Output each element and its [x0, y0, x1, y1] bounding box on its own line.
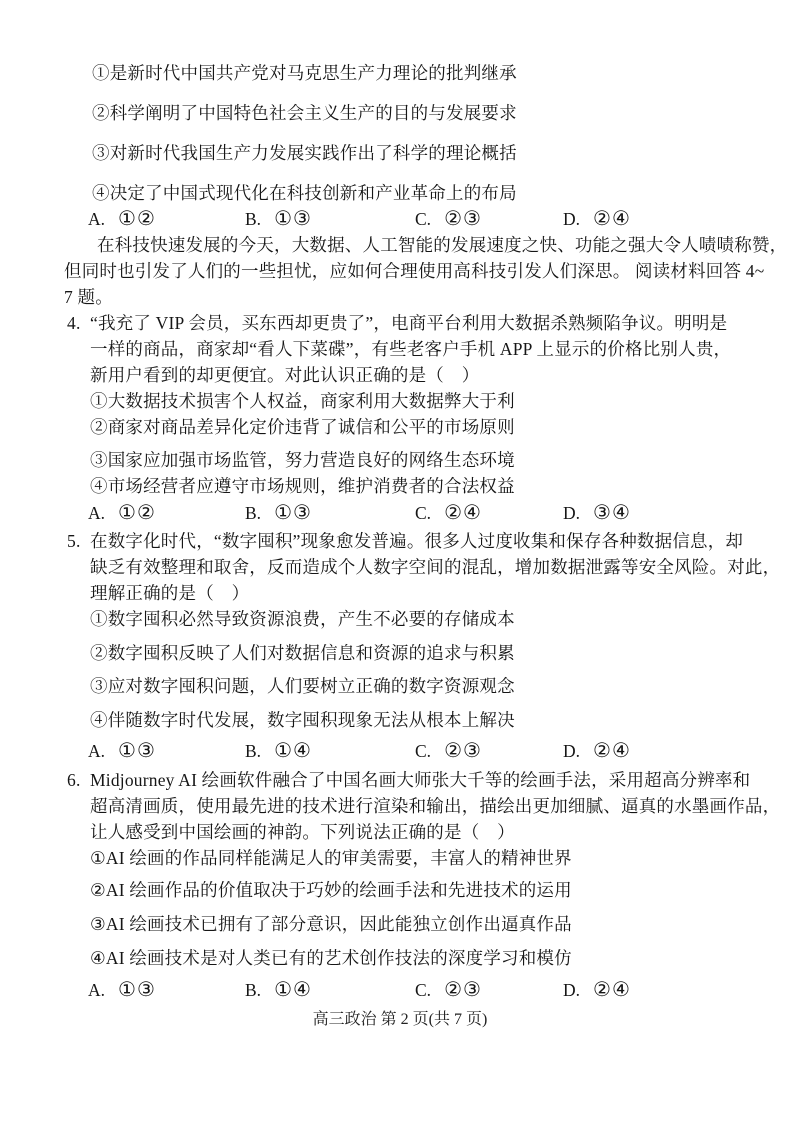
answer-choice-d: [563, 977, 631, 1003]
option-line: ②数字囤积反映了人们对数据信息和资源的追求与积累: [90, 643, 515, 663]
answer-value: ②③: [444, 979, 482, 1001]
question-number: 4.: [67, 313, 81, 333]
answer-label: C.: [415, 980, 432, 1000]
answer-row: [0, 500, 800, 526]
question-stem-line: 超高清画质，使用最先进的技术进行渲染和输出，描绘出更加细腻、逼真的水墨画作品，: [90, 796, 781, 816]
answer-label: B.: [245, 503, 262, 523]
answer-label: A.: [88, 980, 106, 1000]
answer-choice-d: [563, 738, 631, 764]
question-stem-line: 理解正确的是（ ）: [90, 583, 250, 603]
answer-choice-b: [245, 738, 415, 764]
answer-value: ②④: [593, 740, 631, 762]
option-line: ③国家应加强市场监管，努力营造良好的网络生态环境: [90, 450, 515, 470]
answer-label: C.: [415, 209, 432, 229]
answer-label: D.: [563, 503, 581, 523]
option-line: ④伴随数字时代发展，数字囤积现象无法从根本上解决: [90, 710, 515, 730]
option-line: ③应对数字囤积问题，人们要树立正确的数字资源观念: [90, 676, 515, 696]
answer-label: D.: [563, 209, 581, 229]
answer-value: ②④: [593, 208, 631, 230]
answer-label: A.: [88, 741, 106, 761]
intro-paragraph-line: 7 题。: [64, 287, 113, 307]
answer-value: ①③: [274, 502, 312, 524]
answer-row: [0, 977, 800, 1003]
option-line: ①大数据技术损害个人权益，商家利用大数据弊大于利: [90, 391, 515, 411]
answer-value: ②③: [444, 208, 482, 230]
question-stem-line: 一样的商品，商家却“看人下菜碟”，有些老客户手机 APP 上显示的价格比别人贵，: [90, 339, 732, 359]
question-stem-text: “我充了 VIP 会员，买东西却更贵了”，电商平台利用大数据杀熟频陷争议。明明是: [90, 313, 728, 333]
option-line: ②商家对商品差异化定价违背了诚信和公平的市场原则: [90, 417, 515, 437]
option-line: ④AI 绘画技术是对人类已有的艺术创作技法的深度学习和模仿: [90, 948, 572, 968]
question-3-options-continued: [0, 60, 800, 206]
question-number: 5.: [67, 531, 81, 551]
answer-label: D.: [563, 980, 581, 1000]
option-line: ②AI 绘画作品的价值取决于巧妙的绘画手法和先进技术的运用: [90, 880, 572, 900]
answer-label: C.: [415, 503, 432, 523]
answer-choice-b: [245, 977, 415, 1003]
option-line: ④决定了中国式现代化在科技创新和产业革命上的布局: [92, 183, 517, 203]
answer-choice-d: [563, 206, 631, 232]
question-number: 6.: [67, 770, 81, 790]
answer-choice-c: [415, 738, 563, 764]
answer-label: A.: [88, 503, 106, 523]
answer-value: ①③: [274, 208, 312, 230]
answer-label: B.: [245, 741, 262, 761]
question-6: [0, 767, 800, 971]
question-stem-line: [67, 528, 800, 554]
answer-choice-a: [88, 206, 245, 232]
answer-value: ③④: [593, 502, 631, 524]
answer-value: ②③: [444, 740, 482, 762]
intro-paragraph-line: 在科技快速发展的今天，大数据、人工智能的发展速度之快、功能之强大令人啧啧称赞，: [97, 235, 788, 255]
option-line: ③AI 绘画技术已拥有了部分意识，因此能独立创作出逼真作品: [90, 914, 572, 934]
answer-label: C.: [415, 741, 432, 761]
answer-label: D.: [563, 741, 581, 761]
question-stem-text: Midjourney AI 绘画软件融合了中国名画大师张大千等的绘画手法，采用超高分辨率和: [90, 770, 751, 790]
answer-value: ①②: [118, 502, 156, 524]
question-stem-text: 在数字化时代，“数字囤积”现象愈发普遍。很多人过度收集和保存各种数据信息，却: [90, 531, 744, 551]
option-line: ④市场经营者应遵守市场规则，维护消费者的合法权益: [90, 476, 515, 496]
question-stem-line: 新用户看到的却更便宜。对此认识正确的是（ ）: [90, 365, 480, 385]
question-5: [0, 528, 800, 733]
answer-value: ②④: [593, 979, 631, 1001]
intro-paragraph-line: 但同时也引发了人们的一些担忧，应如何合理使用高科技引发人们深思。 阅读材料回答 4~: [64, 261, 765, 281]
intro-paragraph: [0, 232, 800, 310]
answer-value: ①③: [118, 740, 156, 762]
answer-choice-a: [88, 977, 245, 1003]
answer-choice-b: [245, 500, 415, 526]
answer-label: B.: [245, 209, 262, 229]
option-line: ③对新时代我国生产力发展实践作出了科学的理论概括: [92, 143, 517, 163]
question-stem-line: 让人感受到中国绘画的神韵。下列说法正确的是（ ）: [90, 822, 515, 842]
answer-choice-c: [415, 206, 563, 232]
page-footer: 高三政治 第 2 页(共 7 页): [312, 1011, 488, 1028]
answer-label: A.: [88, 209, 106, 229]
answer-label: B.: [245, 980, 262, 1000]
answer-value: ①③: [118, 979, 156, 1001]
answer-choice-c: [415, 977, 563, 1003]
answer-value: ②④: [444, 502, 482, 524]
answer-value: ①④: [274, 979, 312, 1001]
option-line: ②科学阐明了中国特色社会主义生产的目的与发展要求: [92, 103, 517, 123]
answer-choice-d: [563, 500, 631, 526]
option-line: ①数字囤积必然导致资源浪费，产生不必要的存储成本: [90, 609, 515, 629]
question-4: [0, 310, 800, 499]
option-line: ①AI 绘画的作品同样能满足人的审美需要，丰富人的精神世界: [90, 848, 572, 868]
question-stem-line: [67, 767, 800, 793]
question-stem-line: 缺乏有效整理和取舍，反而造成个人数字空间的混乱，增加数据泄露等安全风险。对此，: [90, 557, 781, 577]
answer-choice-c: [415, 500, 563, 526]
question-stem-line: [67, 310, 800, 336]
answer-choice-a: [88, 500, 245, 526]
answer-choice-a: [88, 738, 245, 764]
answer-choice-b: [245, 206, 415, 232]
option-line: ①是新时代中国共产党对马克思生产力理论的批判继承: [92, 63, 517, 83]
answer-value: ①②: [118, 208, 156, 230]
answer-value: ①④: [274, 740, 312, 762]
answer-row: [0, 738, 800, 764]
answer-row: [0, 206, 800, 232]
